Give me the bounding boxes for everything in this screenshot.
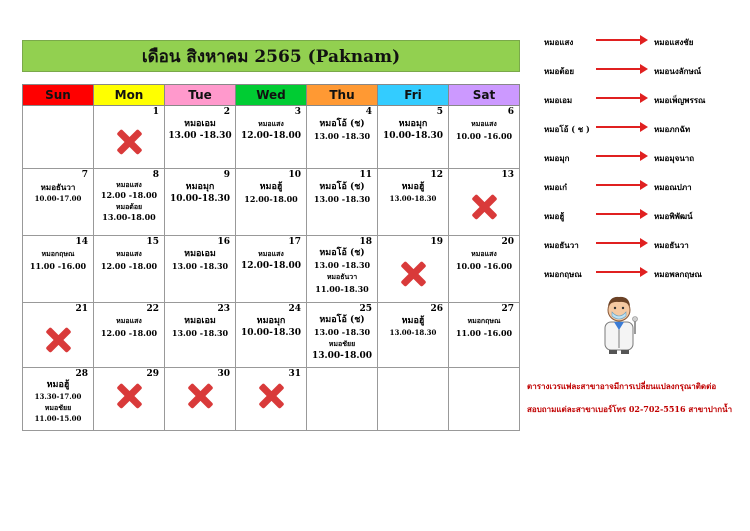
legend-fullname: หมอมุจนาถ [654,153,695,163]
legend-row [540,88,740,117]
day-number: 14 [75,237,88,247]
day-cell [236,169,307,236]
closed-x-icon [43,325,73,355]
shift-entry: หมอโอ้ (ช) 13.00 -18.30 [313,119,371,141]
legend-nickname: หมอเก๋ [544,182,567,192]
day-number: 9 [223,170,230,180]
arrow-right-icon [596,97,646,99]
legend-nickname: หมอฮู้ [544,211,565,221]
calendar-title: เดือน สิงหาคม 2565 (Paknam) [22,40,520,72]
day-cell [236,236,307,303]
day-number: 11 [359,170,372,180]
legend-row [540,146,740,175]
day-number: 7 [81,170,88,180]
arrow-right-icon [596,155,646,157]
legend-fullname: หมอแสงชัย [654,37,694,47]
day-number: 21 [75,304,88,314]
day-number: 2 [223,107,230,117]
day-cell-empty [449,368,520,431]
day-number: 17 [288,237,301,247]
day-number: 1 [152,107,159,117]
legend-row [540,117,740,146]
shift-entry: หมอมุก 10.00-18.30 [240,316,302,338]
shift-entry: หมอโอ้ (ช) 13.00 -18.30 [313,182,371,204]
legend-fullname: หมอณปภา [654,182,692,192]
day-cell [23,303,94,368]
day-cell [449,303,520,368]
week-row [23,303,520,368]
day-number: 5 [436,107,443,117]
day-cell [165,106,236,169]
legend-fullname: หมอพิพัฒน์ [654,211,693,221]
day-number: 26 [430,304,443,314]
day-number: 25 [359,304,372,314]
doctor-legend [540,30,740,291]
day-number: 31 [288,369,301,379]
title-spacer [22,72,520,84]
day-cell [378,236,449,303]
closed-x-icon [185,381,215,411]
week-row [23,236,520,303]
shift-entry: หมอฮู้ 13.30-17.00 หมอชัยย 11.00-15.00 [34,380,82,423]
closed-x-icon [256,381,286,411]
day-cell [94,106,165,169]
arrow-right-icon [596,213,646,215]
legend-fullname: หมอเพ็ญพรรณ [654,95,706,105]
day-cell [378,303,449,368]
calendar-grid [22,84,520,431]
shift-entry: หมอธันวา 10.00-17.00 [34,182,82,203]
day-cell-empty [307,368,378,431]
closed-x-icon [114,127,144,157]
arrow-right-icon [596,39,646,41]
shift-entry: หมอแสง 10.00 -16.00 [455,119,513,141]
week-row [23,368,520,431]
legend-fullname: หมอนงลักษณ์ [654,66,702,76]
day-number: 16 [217,237,230,247]
day-number: 13 [501,170,514,180]
day-cell-empty [378,368,449,431]
day-cell [307,303,378,368]
legend-row [540,59,740,88]
legend-nickname: หมอโอ้ ( ช ) [544,124,590,134]
legend-fullname: หมอภกฉัท [654,124,691,134]
day-number: 15 [146,237,159,247]
day-cell [23,169,94,236]
shift-entry: หมอแสง 12.00 -18.00 หมอต้อย 13.00-18.00 [100,180,158,222]
day-cell [449,169,520,236]
weekday-header [23,85,520,106]
legend-nickname: หมอต้อย [544,66,575,76]
day-cell [378,106,449,169]
legend-nickname: หมอแสง [544,37,574,47]
day-number: 28 [75,369,88,379]
day-number: 3 [294,107,301,117]
day-cell [236,368,307,431]
day-header-mon: Mon [94,85,165,106]
shift-entry: หมอมุก 10.00-18.30 [169,182,231,204]
legend-row [540,204,740,233]
closed-x-icon [398,259,428,289]
week-row [23,106,520,169]
calendar [22,40,520,431]
day-number: 4 [365,107,372,117]
day-cell [449,106,520,169]
day-cell [94,236,165,303]
arrow-right-icon [596,184,646,186]
day-cell [165,368,236,431]
day-number: 30 [217,369,230,379]
shift-entry: หมอแสง 12.00 -18.00 [100,316,158,338]
day-number: 20 [501,237,514,247]
day-number: 29 [146,369,159,379]
legend-row [540,262,740,291]
day-number: 8 [152,170,159,180]
legend-row [540,233,740,262]
day-cell [165,303,236,368]
day-cell [307,169,378,236]
shift-entry: หมอกฤษณ 11.00 -16.00 [29,249,87,271]
schedule-change-note: ตารางเวรแพ่ละสาขาอาจมีการเปลี่ยนแปลงกรุณาติดต่อ [527,381,717,391]
shift-entry: หมอแสง 12.00-18.00 [240,119,302,141]
day-cell [23,368,94,431]
arrow-right-icon [596,242,646,244]
shift-entry: หมอแสง 12.00 -18.00 [100,249,158,271]
day-header-sat: Sat [449,85,520,106]
day-cell [236,106,307,169]
shift-entry: หมอฮู้ 13.00-18.30 [389,316,437,337]
legend-nickname: หมอมุก [544,153,570,163]
day-cell [94,368,165,431]
arrow-right-icon [596,271,646,273]
shift-entry: หมอเอม 13.00 -18.30 [171,249,229,271]
day-header-tue: Tue [165,85,236,106]
day-cell [94,303,165,368]
day-cell [23,236,94,303]
shift-entry: หมอเอม 13.00 -18.30 [171,316,229,338]
day-header-thu: Thu [307,85,378,106]
day-number: 10 [288,170,301,180]
day-cell [236,303,307,368]
day-cell [165,236,236,303]
day-number: 27 [501,304,514,314]
week-row [23,169,520,236]
contact-phone-note: สอบถามแต่ละสาขาเบอร์โทร 02-702-5516 สาขาปากน้ำ [527,404,733,414]
shift-entry: หมอโอ้ (ช) 13.00 -18.30 หมอชัยย 13.00-18.00 [311,315,373,361]
day-cell [165,169,236,236]
shift-entry: หมอฮู้ 12.00-18.00 [244,182,298,204]
day-number: 24 [288,304,301,314]
shift-entry: หมอโอ้ (ช) 13.00 -18.30 หมอธันวา 11.00-18.30 [313,248,371,294]
shift-entry: หมอกฤษณ 11.00 -16.00 [455,316,513,338]
shift-entry: หมอเอม 13.00 -18.30 [168,119,232,141]
day-cell [94,169,165,236]
day-cell [378,169,449,236]
arrow-right-icon [596,126,646,128]
day-number: 22 [146,304,159,314]
legend-nickname: หมอเอม [544,95,573,105]
closed-x-icon [469,192,499,222]
shift-entry: หมอแสง 10.00 -16.00 [455,249,513,271]
shift-entry: หมอมุก 10.00-18.30 [382,119,444,141]
day-cell [307,236,378,303]
legend-nickname: หมอธันวา [544,240,579,250]
day-number: 18 [359,237,372,247]
day-number: 12 [430,170,443,180]
closed-x-icon [114,381,144,411]
day-number: 6 [507,107,514,117]
shift-entry: หมอฮู้ 13.00-18.30 [389,182,437,203]
day-cell [307,106,378,169]
legend-row [540,175,740,204]
day-number: 19 [430,237,443,247]
day-cell [449,236,520,303]
arrow-right-icon [596,68,646,70]
dentist-illustration-icon [596,292,642,356]
day-number: 23 [217,304,230,314]
legend-row [540,30,740,59]
day-header-fri: Fri [378,85,449,106]
legend-nickname: หมอกฤษณ [544,269,582,279]
legend-fullname: หมอธันวา [654,240,689,250]
day-header-sun: Sun [23,85,94,106]
shift-entry: หมอแสง 12.00-18.00 [240,249,302,271]
legend-fullname: หมอพลกฤษณ [654,269,702,279]
day-header-wed: Wed [236,85,307,106]
day-cell-empty [23,106,94,169]
